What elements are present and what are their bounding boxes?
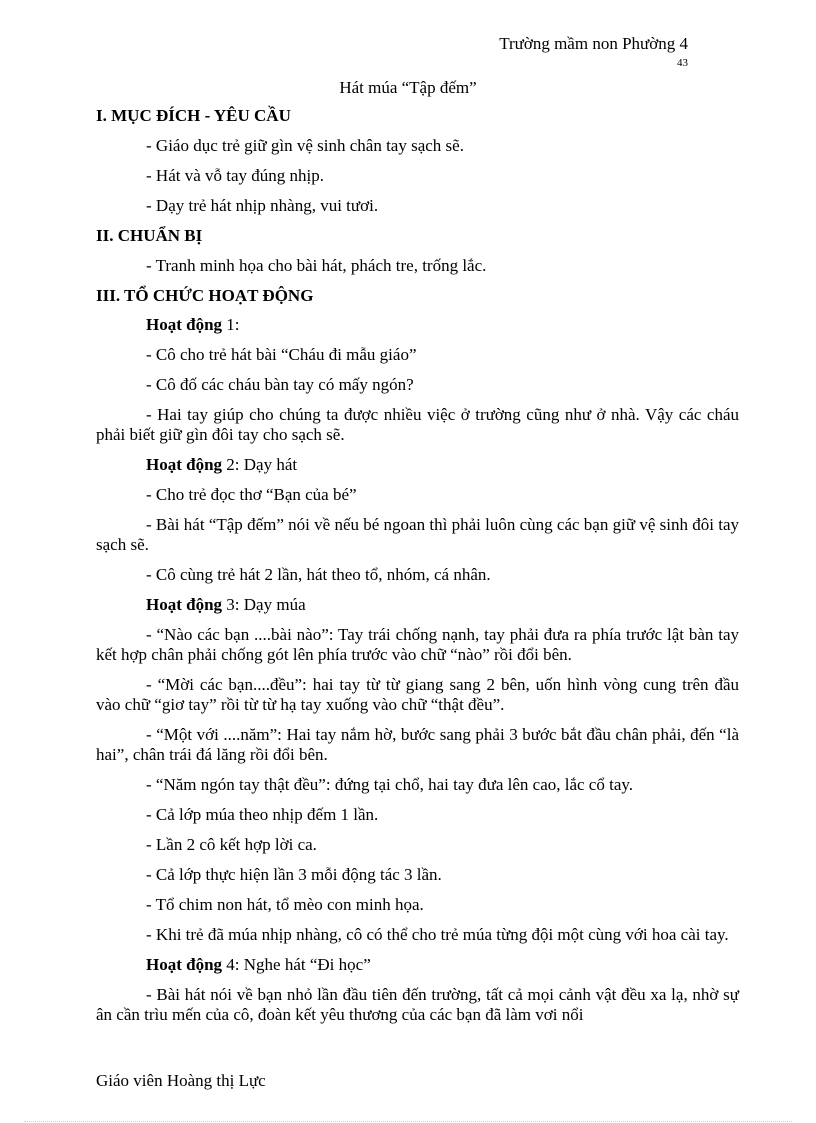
list-item: - “Nào các bạn ....bài nào”: Tay trái chống nạnh, tay phải đưa ra phía trước lật bàn tay kết hợp chân phải chống gót lên phía trước vào chữ “nào” rồi đổi bên. (96, 625, 739, 664)
list-item: - Hát và vỗ tay đúng nhịp. (146, 166, 324, 185)
activity-label: Hoạt động (146, 955, 223, 974)
section-heading-purpose: I. MỤC ĐÍCH - YÊU CẦU (96, 106, 291, 125)
activity-title: 2: Dạy hát (222, 455, 298, 474)
page-bottom-rule (24, 1121, 792, 1122)
list-item: - Cô đố các cháu bàn tay có mấy ngón? (146, 375, 414, 394)
list-item: - “Năm ngón tay thật đều”: đứng tại chổ, hai tay đưa lên cao, lắc cổ tay. (146, 775, 634, 794)
activity-title: 3: Dạy múa (222, 595, 306, 614)
school-name: Trường mầm non Phường 4 (499, 34, 688, 53)
list-item: - Bài hát nói về bạn nhỏ lần đầu tiên đến trường, tất cả mọi cảnh vật đều xa lạ, nhờ sự ân cần trìu mến của cô, đoàn kết yêu thương của các bạn đã làm vơi nổi (96, 985, 739, 1024)
list-item: - Cô cho trẻ hát bài “Cháu đi mẫu giáo” (146, 345, 417, 364)
list-item: - Cả lớp múa theo nhịp đếm 1 lần. (146, 805, 379, 824)
section-heading-activities: III. TỔ CHỨC HOẠT ĐỘNG (96, 286, 314, 305)
list-item: - Dạy trẻ hát nhịp nhàng, vui tươi. (146, 196, 379, 215)
page-number: 43 (677, 57, 688, 69)
list-item: - Giáo dục trẻ giữ gìn vệ sinh chân tay sạch sẽ. (146, 136, 464, 155)
list-item: - Lần 2 cô kết hợp lời ca. (146, 835, 317, 854)
list-item: - Hai tay giúp cho chúng ta được nhiều việc ở trường cũng như ở nhà. Vậy các cháu phải biết giữ gìn đôi tay cho sạch sẽ. (96, 405, 739, 444)
list-item: - Bài hát “Tập đếm” nói về nếu bé ngoan thì phải luôn cùng các bạn giữ vệ sinh đôi tay sạch sẽ. (96, 515, 739, 554)
document-body (96, 106, 739, 1035)
lesson-title: Hát múa “Tập đếm” (339, 78, 477, 97)
activity-label: Hoạt động (146, 315, 223, 334)
list-item: - Cho trẻ đọc thơ “Bạn của bé” (146, 485, 357, 504)
teacher-footer: Giáo viên Hoàng thị Lực (96, 1071, 266, 1090)
section-heading-preparation: II. CHUẨN BỊ (96, 226, 203, 245)
list-item: - Cô cùng trẻ hát 2 lần, hát theo tổ, nhóm, cá nhân. (146, 565, 491, 584)
activity-heading-1 (96, 315, 739, 335)
activity-title: 4: Nghe hát “Đi học” (222, 955, 371, 974)
activity-heading-4 (96, 955, 739, 975)
list-item: - “Mời các bạn....đều”: hai tay từ từ giang sang 2 bên, uốn hình vòng cung trên đầu vào chữ “giơ tay” rồi từ từ hạ tay xuống vào chữ “thật đều”. (96, 675, 739, 714)
activity-heading-2 (96, 455, 739, 475)
activity-label: Hoạt động (146, 595, 223, 614)
activity-label: Hoạt động (146, 455, 223, 474)
list-item: - Cả lớp thực hiện lần 3 mỗi động tác 3 lần. (146, 865, 442, 884)
list-item: - Tranh minh họa cho bài hát, phách tre, trống lắc. (146, 256, 487, 275)
activity-title: 1: (222, 315, 240, 334)
activity-heading-3 (96, 595, 739, 615)
list-item: - “Một với ....năm”: Hai tay nắm hờ, bước sang phải 3 bước bắt đầu chân phải, đến “là hai”, chân trái đá lăng rồi đổi bên. (96, 725, 739, 764)
list-item: - Khi trẻ đã múa nhịp nhàng, cô có thể cho trẻ múa từng đội một cùng với hoa cài tay. (146, 925, 729, 944)
list-item: - Tổ chim non hát, tổ mèo con minh họa. (146, 895, 424, 914)
